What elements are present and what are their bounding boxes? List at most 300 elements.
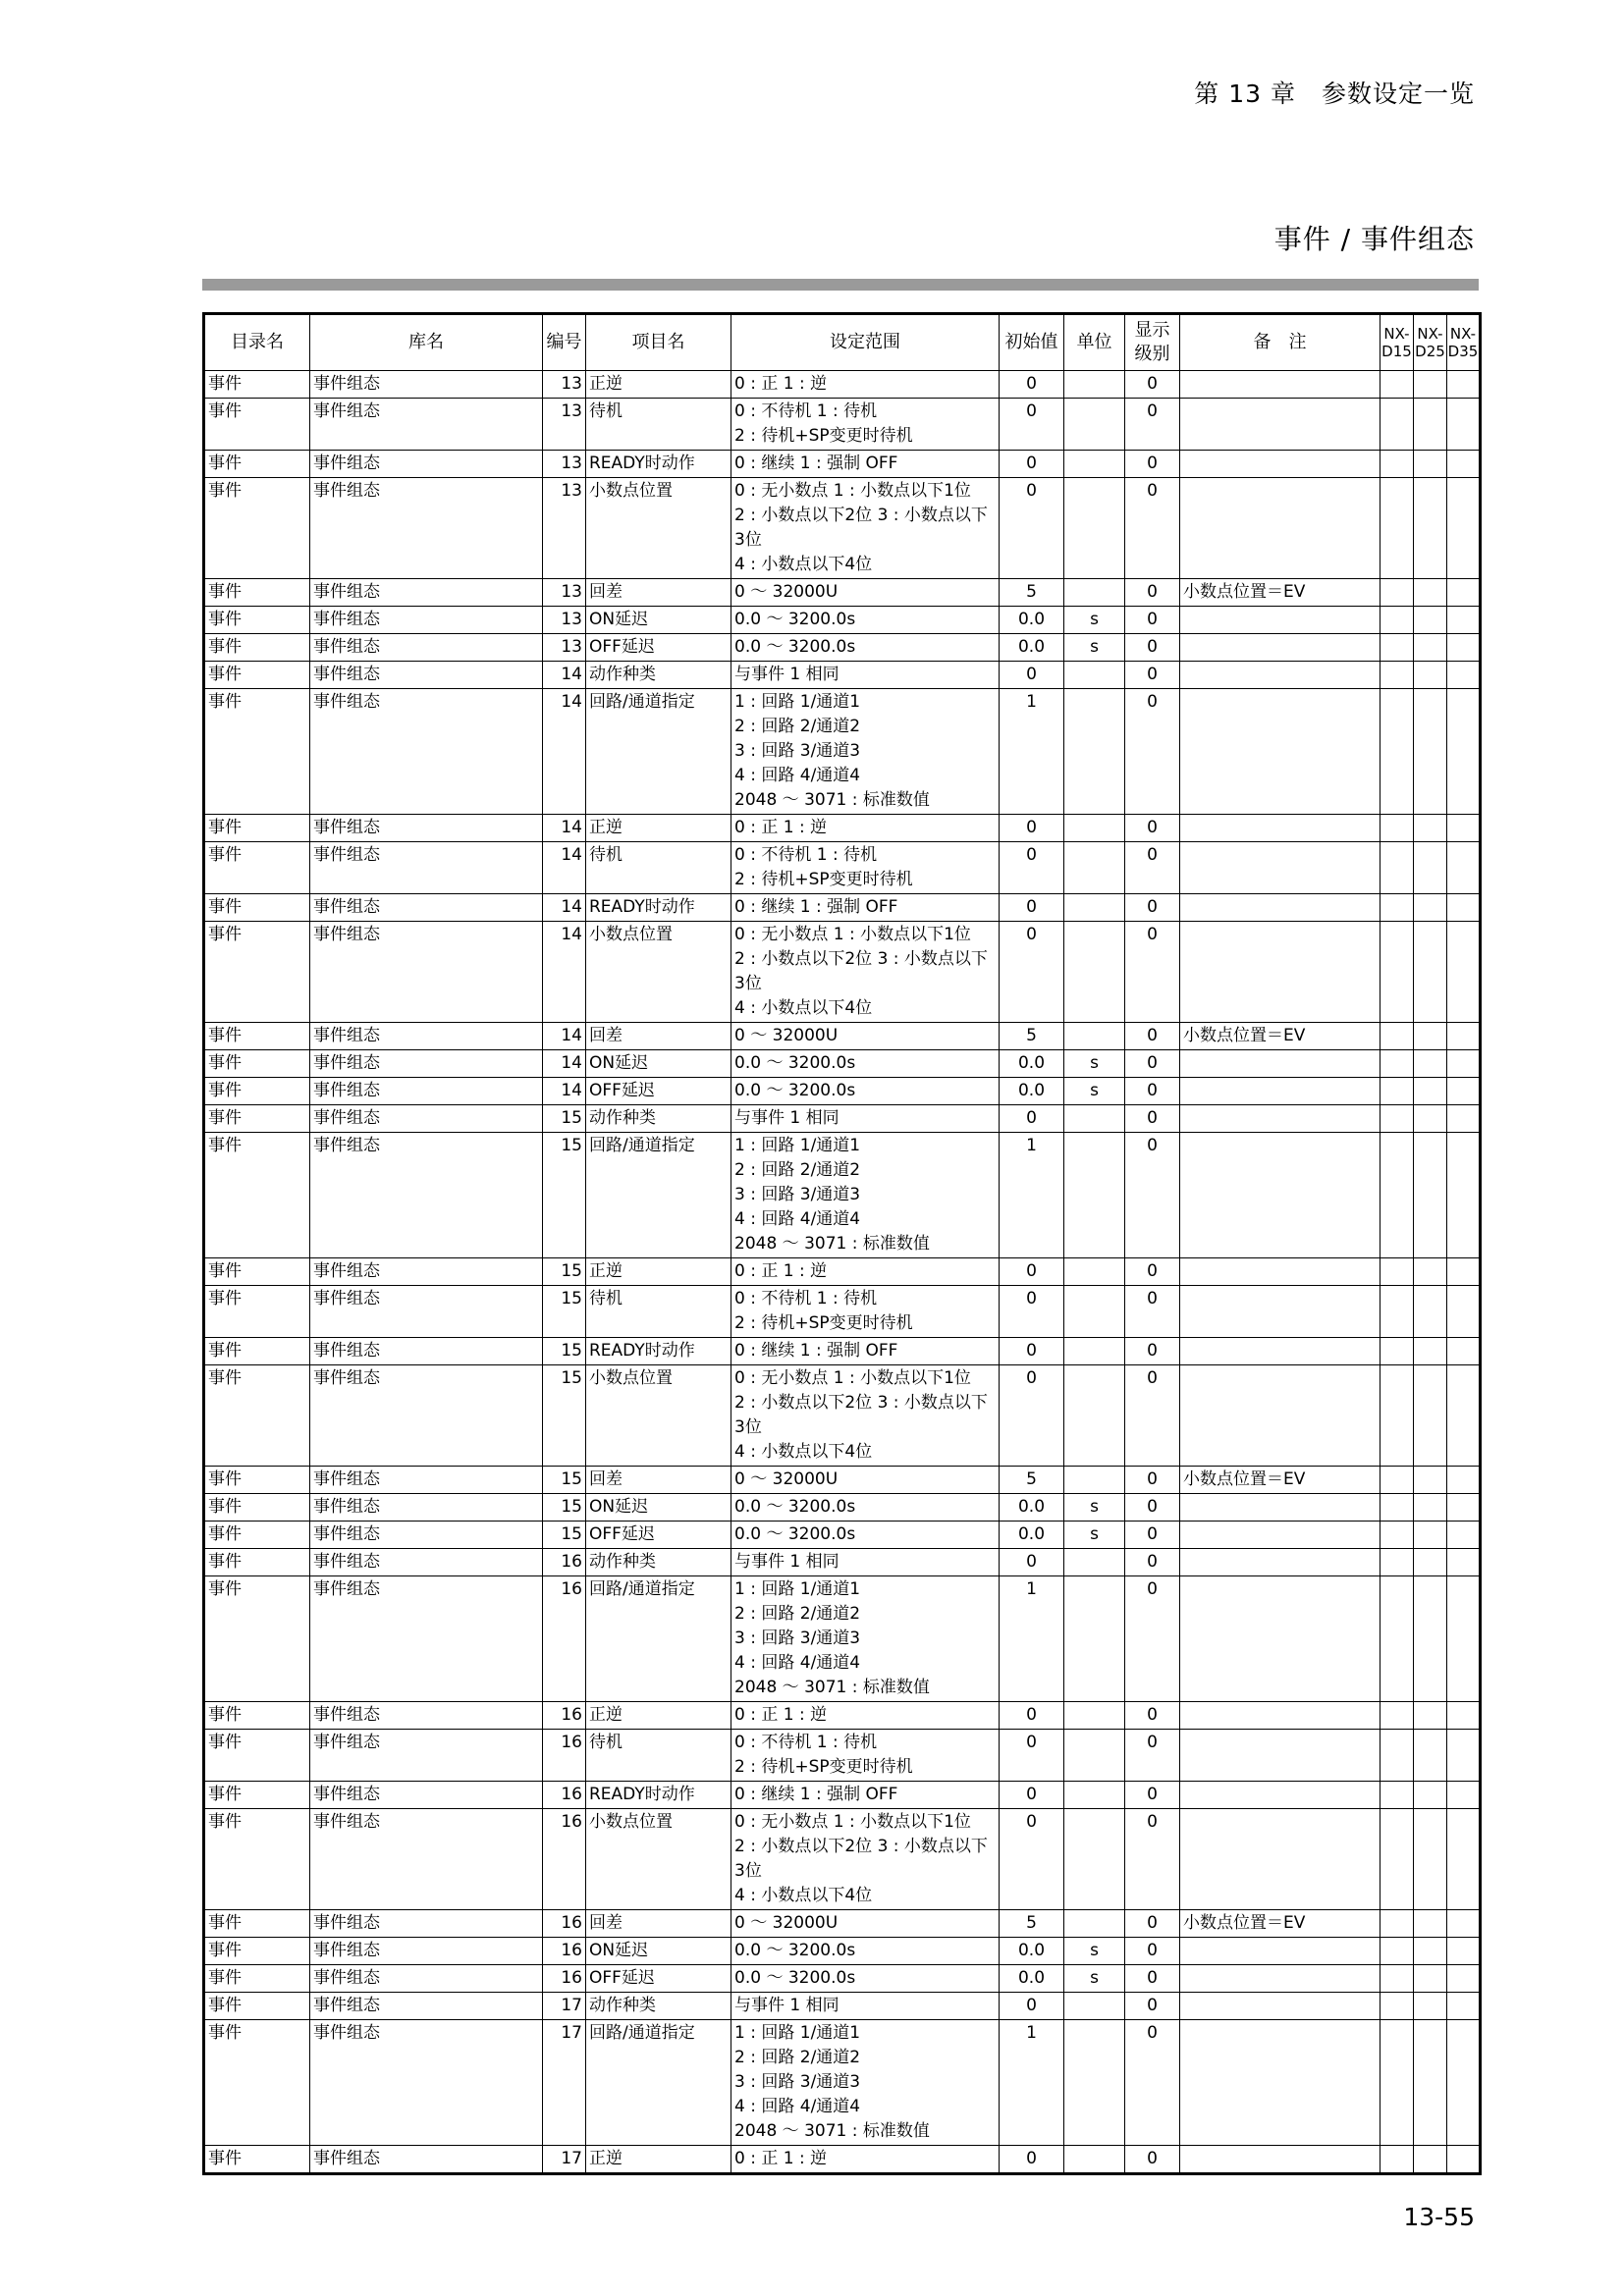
- cell-display-level: 0: [1125, 2020, 1180, 2146]
- cell-library: 事件组态: [310, 1702, 543, 1730]
- cell-nx-d15: [1380, 579, 1414, 607]
- cell-nx-d15: [1380, 371, 1414, 399]
- table-row: [204, 1078, 1481, 1105]
- cell-nx-d35: [1447, 579, 1481, 607]
- cell-nx-d25: [1414, 1467, 1447, 1494]
- cell-range: 0 : 正 1 : 逆: [731, 815, 1000, 842]
- table-row: [204, 399, 1481, 451]
- cell-number: 14: [543, 1023, 586, 1050]
- cell-catalog: 事件: [204, 1258, 310, 1286]
- cell-range: 0 : 不待机 1 : 待机 2 : 待机+SP变更时待机: [731, 399, 1000, 451]
- table-row: [204, 1965, 1481, 1993]
- cell-catalog: 事件: [204, 815, 310, 842]
- cell-nx-d25: [1414, 1286, 1447, 1338]
- cell-range: 0 ～ 32000U: [731, 1910, 1000, 1938]
- cell-initial: 1: [1000, 1133, 1064, 1258]
- table-row: [204, 607, 1481, 634]
- cell-number: 15: [543, 1105, 586, 1133]
- header-initial: 初始值: [1000, 314, 1064, 371]
- cell-display-level: 0: [1125, 2146, 1180, 2174]
- cell-display-level: 0: [1125, 894, 1180, 922]
- cell-initial: 5: [1000, 1467, 1064, 1494]
- cell-display-level: 0: [1125, 1365, 1180, 1467]
- cell-unit: s: [1064, 1522, 1125, 1549]
- header-item: 项目名: [586, 314, 731, 371]
- cell-range: 0 : 无小数点 1 : 小数点以下1位 2 : 小数点以下2位 3 : 小数点以下3位 4 : 小数点以下4位: [731, 1365, 1000, 1467]
- cell-catalog: 事件: [204, 1467, 310, 1494]
- header-nx-d35: NX- D35: [1447, 314, 1481, 371]
- cell-number: 14: [543, 815, 586, 842]
- chapter-title: 第 13 章 参数设定一览: [1194, 80, 1475, 108]
- cell-range: 0.0 ～ 3200.0s: [731, 634, 1000, 662]
- cell-remarks: [1180, 478, 1380, 579]
- cell-remarks: [1180, 451, 1380, 478]
- cell-item: 正逆: [586, 371, 731, 399]
- cell-initial: 0.0: [1000, 607, 1064, 634]
- cell-range: 0 ～ 32000U: [731, 1467, 1000, 1494]
- cell-library: 事件组态: [310, 1258, 543, 1286]
- cell-display-level: 0: [1125, 1993, 1180, 2020]
- cell-initial: 0: [1000, 1782, 1064, 1809]
- cell-unit: [1064, 478, 1125, 579]
- cell-nx-d15: [1380, 1494, 1414, 1522]
- cell-nx-d15: [1380, 1467, 1414, 1494]
- cell-display-level: 0: [1125, 689, 1180, 815]
- cell-range: 0 : 无小数点 1 : 小数点以下1位 2 : 小数点以下2位 3 : 小数点以下3位 4 : 小数点以下4位: [731, 478, 1000, 579]
- table-row: [204, 1133, 1481, 1258]
- cell-nx-d25: [1414, 842, 1447, 894]
- cell-range: 0 : 不待机 1 : 待机 2 : 待机+SP变更时待机: [731, 1730, 1000, 1782]
- cell-nx-d15: [1380, 634, 1414, 662]
- cell-item: 待机: [586, 1286, 731, 1338]
- cell-item: 动作种类: [586, 1993, 731, 2020]
- cell-number: 14: [543, 842, 586, 894]
- cell-item: 小数点位置: [586, 922, 731, 1023]
- cell-range: 0 ～ 32000U: [731, 1023, 1000, 1050]
- cell-nx-d15: [1380, 2146, 1414, 2174]
- cell-catalog: 事件: [204, 1286, 310, 1338]
- cell-nx-d15: [1380, 607, 1414, 634]
- cell-number: 16: [543, 1549, 586, 1576]
- cell-catalog: 事件: [204, 1494, 310, 1522]
- table-row: [204, 894, 1481, 922]
- cell-nx-d25: [1414, 1338, 1447, 1365]
- cell-library: 事件组态: [310, 607, 543, 634]
- table-row: [204, 451, 1481, 478]
- cell-unit: [1064, 922, 1125, 1023]
- cell-library: 事件组态: [310, 689, 543, 815]
- cell-catalog: 事件: [204, 451, 310, 478]
- cell-nx-d15: [1380, 1105, 1414, 1133]
- cell-unit: [1064, 894, 1125, 922]
- table-row: [204, 815, 1481, 842]
- cell-catalog: 事件: [204, 1338, 310, 1365]
- cell-range: 0 : 不待机 1 : 待机 2 : 待机+SP变更时待机: [731, 1286, 1000, 1338]
- cell-unit: s: [1064, 1965, 1125, 1993]
- cell-unit: [1064, 689, 1125, 815]
- cell-range: 0 : 正 1 : 逆: [731, 2146, 1000, 2174]
- cell-remarks: 小数点位置＝EV: [1180, 1023, 1380, 1050]
- cell-library: 事件组态: [310, 478, 543, 579]
- cell-nx-d15: [1380, 478, 1414, 579]
- cell-display-level: 0: [1125, 451, 1180, 478]
- cell-nx-d15: [1380, 1286, 1414, 1338]
- cell-library: 事件组态: [310, 894, 543, 922]
- cell-initial: 5: [1000, 1023, 1064, 1050]
- cell-display-level: 0: [1125, 1133, 1180, 1258]
- page-number: 13-55: [1403, 2203, 1475, 2231]
- cell-number: 16: [543, 1938, 586, 1965]
- cell-unit: [1064, 1549, 1125, 1576]
- cell-initial: 0.0: [1000, 1494, 1064, 1522]
- cell-item: 回差: [586, 579, 731, 607]
- cell-nx-d35: [1447, 922, 1481, 1023]
- table-row: [204, 922, 1481, 1023]
- cell-remarks: [1180, 815, 1380, 842]
- cell-display-level: 0: [1125, 371, 1180, 399]
- cell-catalog: 事件: [204, 842, 310, 894]
- cell-unit: [1064, 1023, 1125, 1050]
- cell-nx-d15: [1380, 1730, 1414, 1782]
- cell-unit: s: [1064, 634, 1125, 662]
- cell-nx-d15: [1380, 1809, 1414, 1910]
- cell-initial: 0: [1000, 1993, 1064, 2020]
- cell-display-level: 0: [1125, 478, 1180, 579]
- cell-item: OFF延迟: [586, 1965, 731, 1993]
- cell-number: 13: [543, 371, 586, 399]
- cell-nx-d15: [1380, 1078, 1414, 1105]
- cell-initial: 0.0: [1000, 1938, 1064, 1965]
- table-row: [204, 1494, 1481, 1522]
- cell-unit: [1064, 1782, 1125, 1809]
- cell-nx-d35: [1447, 1023, 1481, 1050]
- cell-unit: [1064, 1365, 1125, 1467]
- cell-range: 与事件 1 相同: [731, 1993, 1000, 2020]
- cell-nx-d35: [1447, 1965, 1481, 1993]
- cell-nx-d15: [1380, 662, 1414, 689]
- cell-unit: [1064, 842, 1125, 894]
- cell-catalog: 事件: [204, 2146, 310, 2174]
- cell-range: 0 ～ 32000U: [731, 579, 1000, 607]
- cell-nx-d35: [1447, 894, 1481, 922]
- cell-number: 14: [543, 894, 586, 922]
- cell-number: 16: [543, 1809, 586, 1910]
- cell-library: 事件组态: [310, 1105, 543, 1133]
- cell-range: 0 : 无小数点 1 : 小数点以下1位 2 : 小数点以下2位 3 : 小数点以下3位 4 : 小数点以下4位: [731, 922, 1000, 1023]
- cell-library: 事件组态: [310, 399, 543, 451]
- cell-remarks: [1180, 1338, 1380, 1365]
- cell-nx-d25: [1414, 1938, 1447, 1965]
- cell-library: 事件组态: [310, 1286, 543, 1338]
- cell-number: 15: [543, 1338, 586, 1365]
- table-row: [204, 1365, 1481, 1467]
- cell-display-level: 0: [1125, 815, 1180, 842]
- cell-catalog: 事件: [204, 689, 310, 815]
- cell-nx-d15: [1380, 1522, 1414, 1549]
- cell-initial: 0.0: [1000, 1078, 1064, 1105]
- cell-nx-d35: [1447, 689, 1481, 815]
- cell-unit: s: [1064, 607, 1125, 634]
- cell-remarks: [1180, 689, 1380, 815]
- cell-nx-d35: [1447, 842, 1481, 894]
- cell-nx-d25: [1414, 2020, 1447, 2146]
- cell-item: OFF延迟: [586, 1522, 731, 1549]
- cell-nx-d15: [1380, 922, 1414, 1023]
- cell-unit: [1064, 1576, 1125, 1702]
- table-row: [204, 1522, 1481, 1549]
- cell-remarks: [1180, 1702, 1380, 1730]
- cell-catalog: 事件: [204, 2020, 310, 2146]
- cell-initial: 0: [1000, 1105, 1064, 1133]
- cell-item: 待机: [586, 399, 731, 451]
- cell-item: 小数点位置: [586, 478, 731, 579]
- cell-item: ON延迟: [586, 1050, 731, 1078]
- cell-catalog: 事件: [204, 1782, 310, 1809]
- cell-remarks: [1180, 1105, 1380, 1133]
- cell-item: 正逆: [586, 2146, 731, 2174]
- cell-nx-d25: [1414, 607, 1447, 634]
- cell-remarks: [1180, 1549, 1380, 1576]
- cell-remarks: [1180, 2146, 1380, 2174]
- cell-display-level: 0: [1125, 1576, 1180, 1702]
- table-row: [204, 1576, 1481, 1702]
- cell-library: 事件组态: [310, 1809, 543, 1910]
- cell-nx-d25: [1414, 1730, 1447, 1782]
- cell-display-level: 0: [1125, 1023, 1180, 1050]
- cell-item: 回路/通道指定: [586, 2020, 731, 2146]
- cell-remarks: [1180, 1258, 1380, 1286]
- cell-remarks: 小数点位置＝EV: [1180, 1910, 1380, 1938]
- cell-range: 0 : 无小数点 1 : 小数点以下1位 2 : 小数点以下2位 3 : 小数点以下3位 4 : 小数点以下4位: [731, 1809, 1000, 1910]
- cell-item: OFF延迟: [586, 634, 731, 662]
- cell-range: 1 : 回路 1/通道1 2 : 回路 2/通道2 3 : 回路 3/通道3 4 : 回路 4/通道4 2048 ～ 3071 : 标准数值: [731, 2020, 1000, 2146]
- cell-unit: s: [1064, 1938, 1125, 1965]
- cell-catalog: 事件: [204, 579, 310, 607]
- header-nx-d25: NX- D25: [1414, 314, 1447, 371]
- cell-unit: [1064, 1467, 1125, 1494]
- cell-nx-d35: [1447, 2020, 1481, 2146]
- cell-item: 正逆: [586, 1258, 731, 1286]
- cell-display-level: 0: [1125, 1522, 1180, 1549]
- cell-item: 回路/通道指定: [586, 689, 731, 815]
- cell-remarks: 小数点位置＝EV: [1180, 579, 1380, 607]
- cell-item: READY时动作: [586, 451, 731, 478]
- cell-nx-d35: [1447, 634, 1481, 662]
- cell-display-level: 0: [1125, 1467, 1180, 1494]
- table-row: [204, 371, 1481, 399]
- cell-display-level: 0: [1125, 1338, 1180, 1365]
- cell-number: 15: [543, 1286, 586, 1338]
- cell-range: 与事件 1 相同: [731, 662, 1000, 689]
- cell-range: 0.0 ～ 3200.0s: [731, 1494, 1000, 1522]
- cell-remarks: [1180, 1782, 1380, 1809]
- cell-catalog: 事件: [204, 1730, 310, 1782]
- cell-unit: [1064, 815, 1125, 842]
- cell-nx-d25: [1414, 1078, 1447, 1105]
- cell-initial: 0: [1000, 1286, 1064, 1338]
- cell-remarks: [1180, 634, 1380, 662]
- cell-range: 1 : 回路 1/通道1 2 : 回路 2/通道2 3 : 回路 3/通道3 4 : 回路 4/通道4 2048 ～ 3071 : 标准数值: [731, 1133, 1000, 1258]
- cell-range: 0 : 继续 1 : 强制 OFF: [731, 451, 1000, 478]
- cell-range: 0.0 ～ 3200.0s: [731, 1965, 1000, 1993]
- cell-nx-d25: [1414, 451, 1447, 478]
- cell-library: 事件组态: [310, 1133, 543, 1258]
- cell-nx-d25: [1414, 399, 1447, 451]
- cell-unit: [1064, 1993, 1125, 2020]
- cell-nx-d35: [1447, 399, 1481, 451]
- cell-display-level: 0: [1125, 1782, 1180, 1809]
- cell-item: 回差: [586, 1467, 731, 1494]
- cell-catalog: 事件: [204, 1050, 310, 1078]
- cell-initial: 0.0: [1000, 1522, 1064, 1549]
- cell-number: 16: [543, 1702, 586, 1730]
- cell-catalog: 事件: [204, 1522, 310, 1549]
- cell-nx-d25: [1414, 1522, 1447, 1549]
- cell-library: 事件组态: [310, 1365, 543, 1467]
- cell-number: 16: [543, 1782, 586, 1809]
- cell-library: 事件组态: [310, 579, 543, 607]
- cell-library: 事件组态: [310, 1965, 543, 1993]
- cell-initial: 0: [1000, 1549, 1064, 1576]
- cell-nx-d25: [1414, 1023, 1447, 1050]
- cell-number: 14: [543, 662, 586, 689]
- table-row: [204, 634, 1481, 662]
- cell-nx-d25: [1414, 815, 1447, 842]
- cell-library: 事件组态: [310, 1338, 543, 1365]
- cell-library: 事件组态: [310, 1078, 543, 1105]
- table-row: [204, 1938, 1481, 1965]
- cell-nx-d15: [1380, 1050, 1414, 1078]
- cell-item: 动作种类: [586, 662, 731, 689]
- cell-range: 0 : 继续 1 : 强制 OFF: [731, 1782, 1000, 1809]
- cell-display-level: 0: [1125, 634, 1180, 662]
- table-row: [204, 1910, 1481, 1938]
- cell-range: 0 : 正 1 : 逆: [731, 371, 1000, 399]
- cell-display-level: 0: [1125, 1910, 1180, 1938]
- cell-item: READY时动作: [586, 894, 731, 922]
- cell-library: 事件组态: [310, 842, 543, 894]
- header-rule: [202, 279, 1479, 291]
- cell-range: 与事件 1 相同: [731, 1105, 1000, 1133]
- cell-nx-d35: [1447, 1576, 1481, 1702]
- cell-unit: s: [1064, 1494, 1125, 1522]
- table-row: [204, 1782, 1481, 1809]
- cell-library: 事件组态: [310, 1467, 543, 1494]
- cell-number: 16: [543, 1965, 586, 1993]
- cell-unit: [1064, 662, 1125, 689]
- cell-initial: 0.0: [1000, 1050, 1064, 1078]
- cell-display-level: 0: [1125, 842, 1180, 894]
- cell-remarks: [1180, 922, 1380, 1023]
- cell-nx-d35: [1447, 1338, 1481, 1365]
- cell-nx-d25: [1414, 922, 1447, 1023]
- cell-range: 0 : 继续 1 : 强制 OFF: [731, 1338, 1000, 1365]
- cell-unit: [1064, 1730, 1125, 1782]
- cell-catalog: 事件: [204, 1938, 310, 1965]
- cell-number: 17: [543, 2146, 586, 2174]
- cell-unit: [1064, 1338, 1125, 1365]
- cell-catalog: 事件: [204, 1965, 310, 1993]
- cell-display-level: 0: [1125, 1078, 1180, 1105]
- cell-display-level: 0: [1125, 1549, 1180, 1576]
- cell-remarks: [1180, 399, 1380, 451]
- cell-display-level: 0: [1125, 607, 1180, 634]
- cell-display-level: 0: [1125, 922, 1180, 1023]
- cell-nx-d35: [1447, 1910, 1481, 1938]
- cell-library: 事件组态: [310, 1730, 543, 1782]
- cell-nx-d35: [1447, 1365, 1481, 1467]
- cell-initial: 0: [1000, 399, 1064, 451]
- cell-initial: 0.0: [1000, 634, 1064, 662]
- header-library: 库名: [310, 314, 543, 371]
- table-row: [204, 842, 1481, 894]
- cell-initial: 1: [1000, 2020, 1064, 2146]
- cell-unit: [1064, 579, 1125, 607]
- cell-catalog: 事件: [204, 922, 310, 1023]
- cell-initial: 0: [1000, 1730, 1064, 1782]
- cell-nx-d35: [1447, 1730, 1481, 1782]
- cell-number: 14: [543, 689, 586, 815]
- cell-nx-d25: [1414, 1549, 1447, 1576]
- cell-number: 15: [543, 1258, 586, 1286]
- cell-nx-d15: [1380, 1133, 1414, 1258]
- cell-nx-d25: [1414, 1494, 1447, 1522]
- cell-item: ON延迟: [586, 607, 731, 634]
- header-number: 编号: [543, 314, 586, 371]
- cell-catalog: 事件: [204, 478, 310, 579]
- cell-initial: 0: [1000, 894, 1064, 922]
- cell-library: 事件组态: [310, 1522, 543, 1549]
- section-title: 事件 / 事件组态: [1273, 223, 1475, 255]
- cell-nx-d35: [1447, 815, 1481, 842]
- cell-initial: 1: [1000, 1576, 1064, 1702]
- table-row: [204, 1050, 1481, 1078]
- cell-number: 15: [543, 1133, 586, 1258]
- cell-number: 17: [543, 1993, 586, 2020]
- cell-nx-d15: [1380, 815, 1414, 842]
- cell-nx-d35: [1447, 1078, 1481, 1105]
- cell-library: 事件组态: [310, 1910, 543, 1938]
- cell-nx-d35: [1447, 1050, 1481, 1078]
- cell-library: 事件组态: [310, 1023, 543, 1050]
- cell-nx-d35: [1447, 1938, 1481, 1965]
- cell-library: 事件组态: [310, 1576, 543, 1702]
- cell-remarks: [1180, 1078, 1380, 1105]
- cell-display-level: 0: [1125, 1050, 1180, 1078]
- cell-nx-d35: [1447, 1702, 1481, 1730]
- cell-nx-d25: [1414, 1809, 1447, 1910]
- cell-remarks: [1180, 1730, 1380, 1782]
- cell-catalog: 事件: [204, 399, 310, 451]
- cell-item: READY时动作: [586, 1782, 731, 1809]
- cell-catalog: 事件: [204, 1023, 310, 1050]
- cell-library: 事件组态: [310, 1782, 543, 1809]
- header-nx-d15: NX- D15: [1380, 314, 1414, 371]
- cell-number: 13: [543, 607, 586, 634]
- cell-remarks: [1180, 371, 1380, 399]
- cell-number: 13: [543, 399, 586, 451]
- cell-nx-d25: [1414, 2146, 1447, 2174]
- parameter-table: [202, 312, 1482, 2175]
- cell-number: 15: [543, 1365, 586, 1467]
- cell-unit: [1064, 2020, 1125, 2146]
- cell-item: OFF延迟: [586, 1078, 731, 1105]
- cell-initial: 0: [1000, 1809, 1064, 1910]
- cell-nx-d25: [1414, 478, 1447, 579]
- cell-library: 事件组态: [310, 451, 543, 478]
- cell-unit: [1064, 1910, 1125, 1938]
- cell-display-level: 0: [1125, 1258, 1180, 1286]
